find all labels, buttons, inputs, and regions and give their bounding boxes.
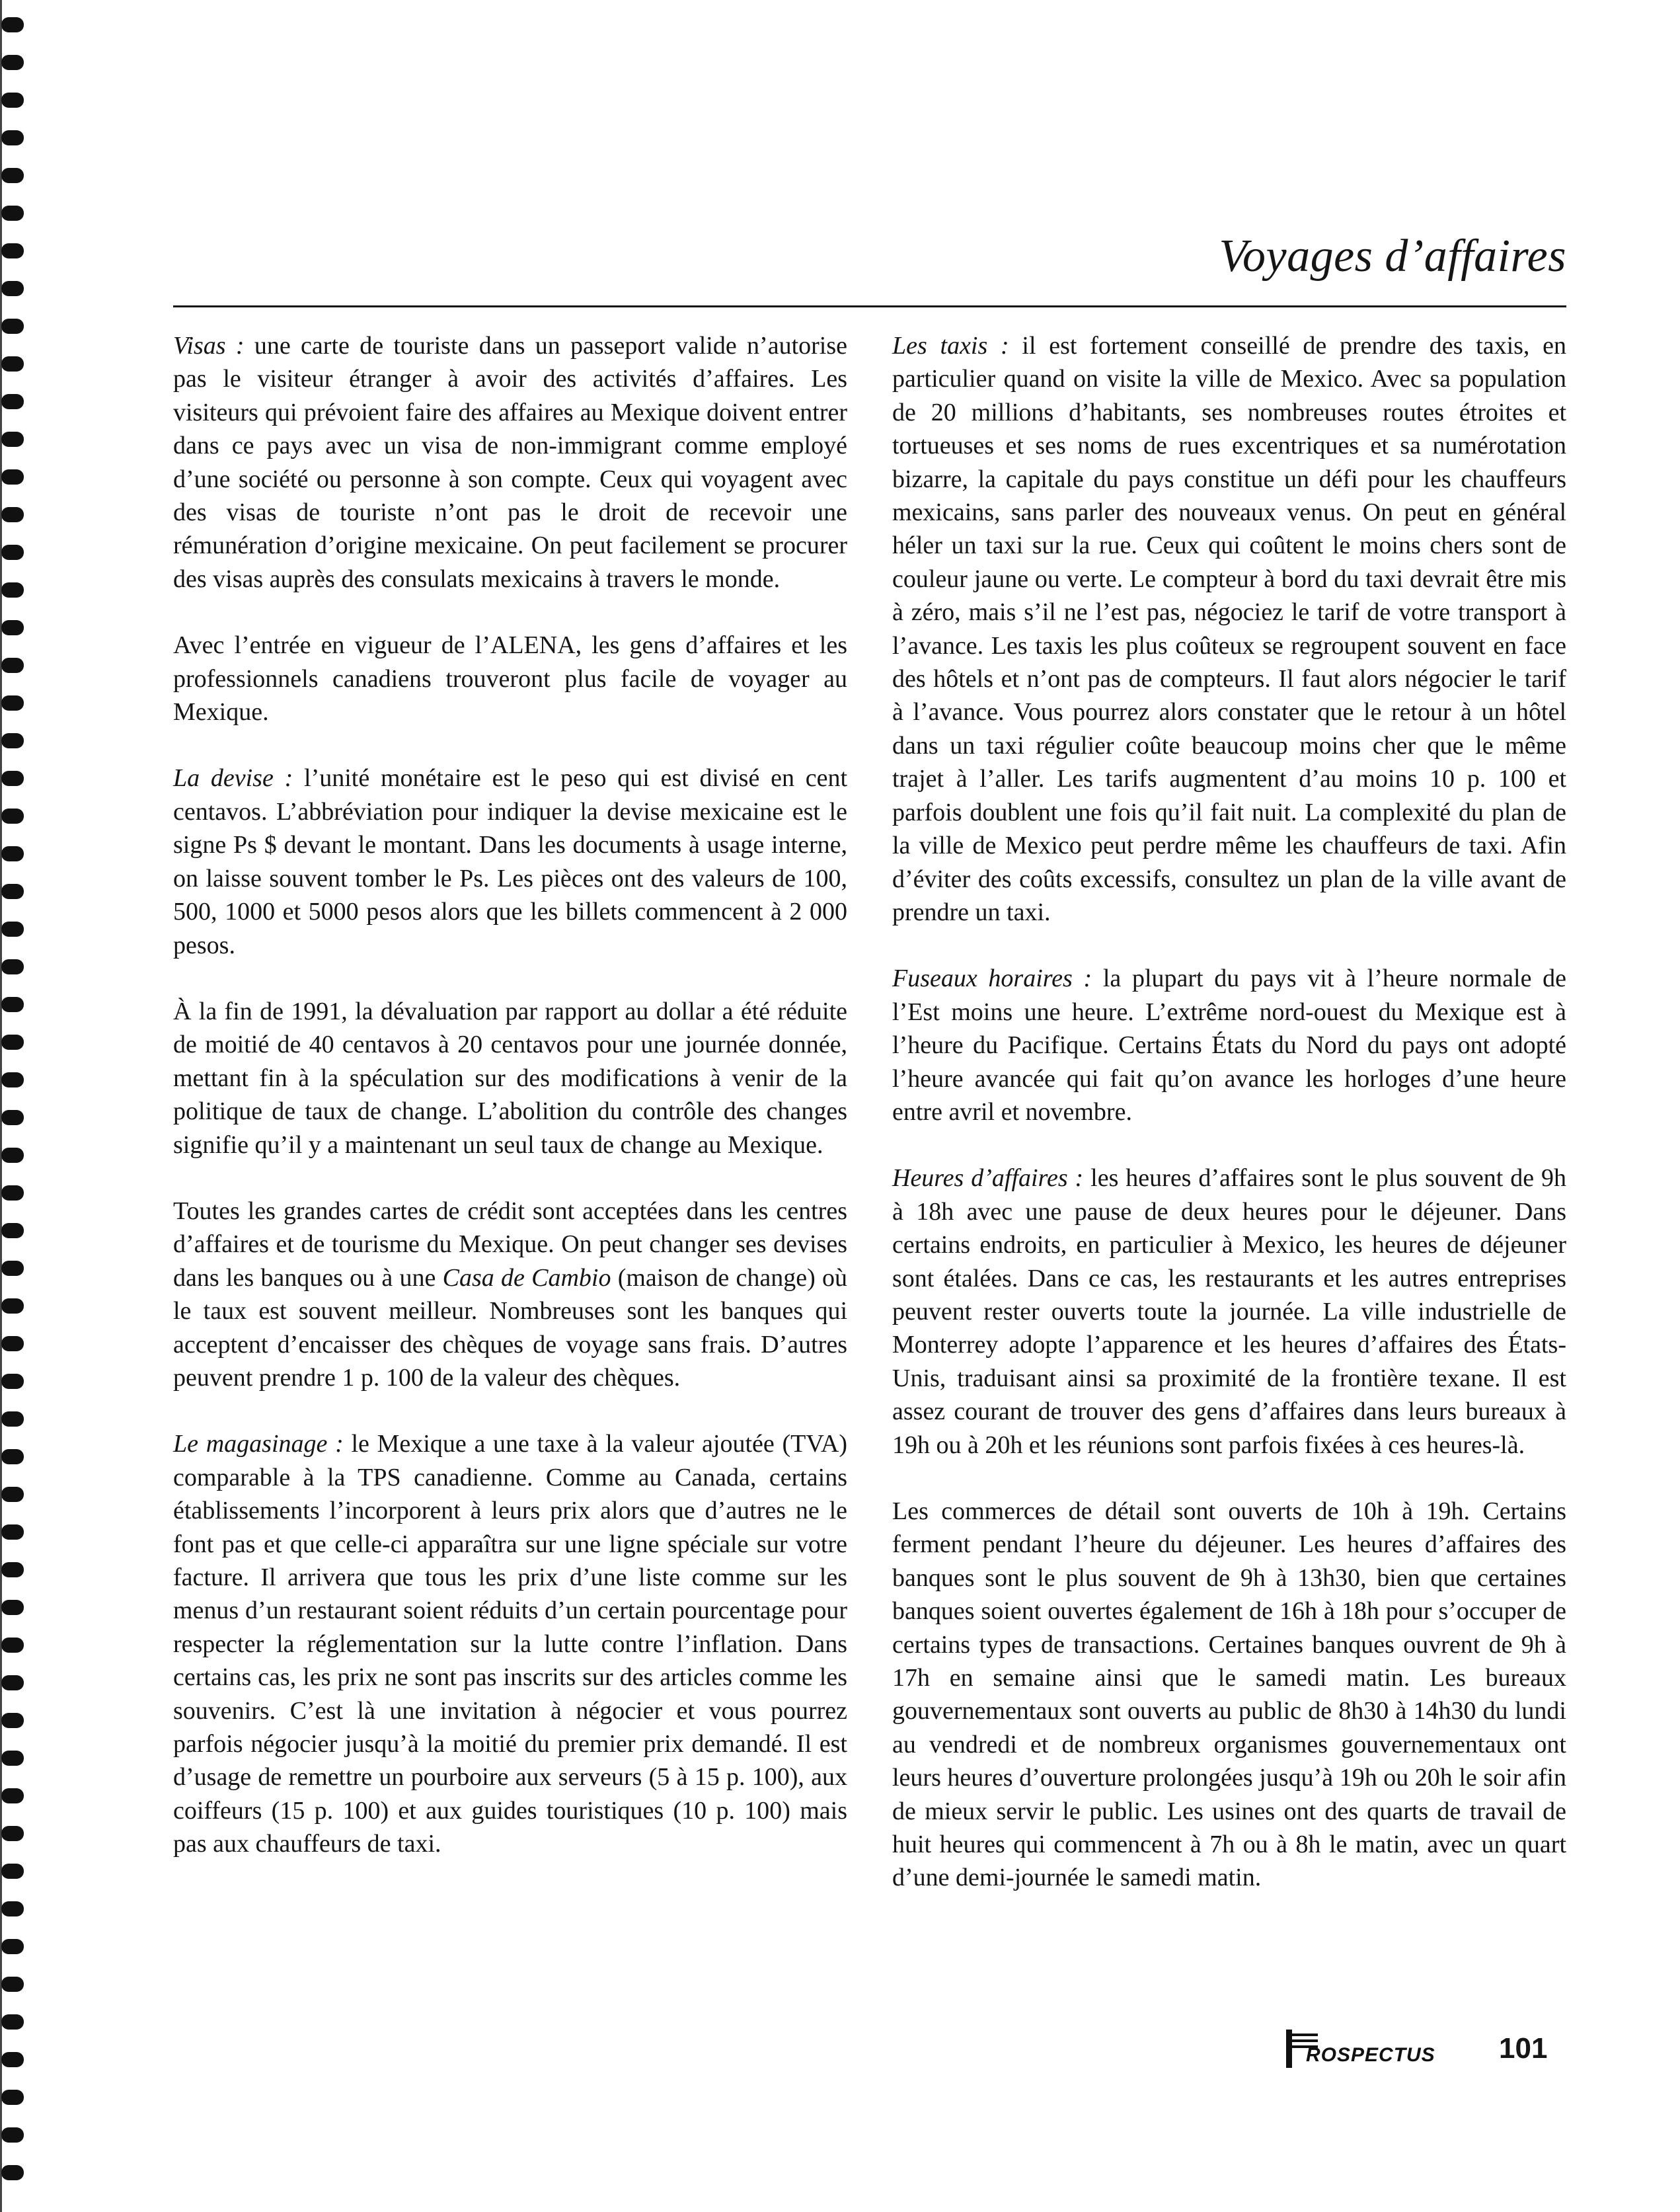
paragraph-magasinage (173, 1427, 847, 1860)
paragraph-devaluation (173, 995, 847, 1162)
binder-hole (1, 1374, 24, 1389)
binder-hole (1, 2165, 24, 2180)
binder-hole (1, 55, 24, 70)
binder-hole (1, 356, 24, 372)
binder-hole (1, 394, 24, 409)
text-casa-de-cambio: Casa de Cambio (442, 1263, 611, 1292)
paragraph-taxis (892, 329, 1566, 929)
binder-hole (1, 1788, 24, 1803)
text-alena: Avec l’entrée en vigueur de l’ALENA, les gens d’affaires et les professionnels canadiens trouveront plus facile de voyager au Mexique. (173, 631, 847, 727)
binder-hole (1, 1939, 24, 1954)
label-heures: Heures d’affaires : (892, 1164, 1084, 1193)
text-cartes-credit-a: Toutes les grandes cartes de crédit sont acceptées dans les centres d’affaires et de tourisme du Mexique. On peut changer ses devises dans les banques ou à une (173, 1197, 847, 1292)
text-devaluation: À la fin de 1991, la dévaluation par rapport au dollar a été réduite de moitié de 40 centavos à 20 centavos pour une journée donnée, mettant fin à la spéculation sur des modifications à venir de la politique de taux de change. L’abolition du contrôle des changes signifie qu’il y a maintenant un seul taux de change au Mexique. (173, 997, 847, 1159)
binder-hole (1, 2014, 24, 2030)
binder-hole (1, 1223, 24, 1238)
binder-hole (1, 658, 24, 673)
binder-hole (1, 1449, 24, 1464)
binder-hole (1, 2127, 24, 2143)
text-devise: l’unité monétaire est le peso qui est divisé en cent centavos. L’abbréviation pour indiquer la devise mexicaine est le signe Ps $ devant le montant. Dans les documents à usage interne, on laisse souvent tomber le Ps. Les pièces ont des valeurs de 100, 500, 1000 et 5000 pesos alors que les billets commencent à 2 000 pesos. (173, 764, 848, 959)
binder-hole (1, 1977, 24, 1992)
binder-hole (1, 206, 24, 221)
label-visas: Visas : (173, 332, 245, 360)
binder-hole (1, 809, 24, 824)
binder-hole (1, 1298, 24, 1314)
binder-hole (1, 1562, 24, 1577)
prospectus-logo (1286, 2030, 1435, 2069)
binder-hole (1, 922, 24, 937)
binder-hole (1, 1826, 24, 1841)
paragraph-devise (173, 762, 847, 961)
paragraph-commerces (892, 1495, 1566, 1895)
label-taxis: Les taxis : (892, 332, 1009, 360)
title-rule (173, 305, 1566, 307)
left-column (173, 329, 847, 1894)
text-taxis: il est fortement conseillé de prendre des taxis, en particulier quand on visite la ville de Mexico. Avec sa population de 20 millions d’habitants, ses nombreuses routes étroites et tortueuses et ses noms de rues excentriques et sa numérotation bizarre, la capitale du pays constitue un défi pour les chauffeurs mexicains, sans parler des nouveaux venus. On peut en général héler un taxi sur la rue. Ceux qui coûtent le moins chers sont de couleur jaune ou verte. Le compteur à bord du taxi devrait être mis à zéro, mais s’il ne l’est pas, négociez le tarif de votre transport à l’avance. Les taxis les plus coûteux se regroupent souvent en face des hôtels et n’ont pas de compteurs. Il faut alors négocier le tarif à l’avance. Vous pourrez alors constater que le retour à un hôtel dans un taxi régulier coûte beaucoup moins cher que le même trajet à l’aller. Les tarifs augmentent d’au moins 10 p. 100 et parfois doublent une fois qu’il fait nuit. La complexité du plan de la ville de Mexico peut perdre même les chauffeurs de taxi. Afin d’éviter des coûts excessifs, consultez un plan de la ville avant de prendre un taxi. (892, 332, 1566, 926)
page-title: Voyages d’affaires (1219, 231, 1566, 282)
binder-hole (1, 1110, 24, 1125)
binder-hole (1, 319, 24, 334)
binder-hole (1, 1261, 24, 1276)
binder-hole (1, 1072, 24, 1087)
binder-hole (1, 545, 24, 560)
binder-hole (1, 997, 24, 1012)
binder-hole (1, 582, 24, 598)
binder-hole (1, 507, 24, 522)
binder-hole (1, 469, 24, 485)
binder-hole (1, 432, 24, 447)
binder-hole (1, 93, 24, 108)
text-heures: les heures d’affaires sont le plus souvent de 9h à 18h avec une pause de deux heures pour le déjeuner. Dans certains endroits, en particulier à Mexico, les heures de déjeuner sont étalées. Dans ce cas, les restaurants et les autres entreprises peuvent rester ouverts toute la journée. La ville industrielle de Monterrey adopte l’apparence et les heures d’affaires des États-Unis, traduisant ainsi sa proximité de la frontière texane. Il est assez courant de trouver des gens d’affaires dans leurs bureaux à 19h ou à 20h et les réunions sont parfois fixées à ces heures-là. (892, 1164, 1567, 1459)
binder-hole (1, 959, 24, 974)
paragraph-fuseaux (892, 962, 1566, 1128)
binder-hole (1, 1487, 24, 1502)
binder-hole (1, 1336, 24, 1351)
binder-hole (1, 695, 24, 711)
binder-hole (1, 1638, 24, 1653)
binder-hole (1, 1411, 24, 1427)
logo-text: ROSPECTUS (1306, 2044, 1435, 2066)
binder-hole (1, 1864, 24, 1879)
binder-hole (1, 1901, 24, 1916)
binder-hole (1, 620, 24, 635)
text-cartes-credit-b: (maison de change) où le taux est souvent meilleur. Nombreuses sont les banques qui acceptent d’encaisser des chèques de voyage sans frais. D’autres peuvent prendre 1 p. 100 de la valeur des chèques. (173, 1263, 847, 1392)
binder-hole (1, 243, 24, 258)
binder-hole (1, 17, 24, 32)
binder-hole (1, 1713, 24, 1728)
binder-hole (1, 771, 24, 786)
binder-hole (1, 1600, 24, 1615)
paragraph-heures (892, 1162, 1566, 1462)
binder-hole (1, 2052, 24, 2067)
label-devise: La devise : (173, 764, 293, 793)
label-magasinage: Le magasinage : (173, 1430, 344, 1458)
binder-hole (1, 1751, 24, 1766)
binder-hole (1, 1185, 24, 1201)
binder-hole (1, 884, 24, 899)
binder-hole (1, 1524, 24, 1540)
right-column (892, 329, 1566, 1928)
text-commerces: Les commerces de détail sont ouverts de 10h à 19h. Certains ferment pendant l’heure du déjeuner. Les heures d’affaires des banques sont le plus souvent de 9h à 13h30, bien que certaines banques soient ouvertes également de 16h à 18h pour s’occuper de certains types de transactions. Certaines banques ouvrent de 9h à 17h en semaine ainsi que le samedi matin. Les bureaux gouvernementaux sont ouverts au public de 8h30 à 14h30 du lundi au vendredi et de nombreux organismes gouvernementaux ont leurs heures d’ouverture prolongées jusqu’à 19h ou 20h le soir afin de mieux servir le public. Les usines ont des quarts de travail de huit heures qui commencent à 7h ou à 8h le matin, avec un quart d’une demi-journée le samedi matin. (892, 1497, 1566, 1892)
paragraph-visas (173, 329, 847, 596)
binder-hole (1, 168, 24, 183)
binder-hole (1, 733, 24, 748)
binder-hole (1, 846, 24, 861)
paragraph-alena (173, 629, 847, 729)
paragraph-cartes-credit (173, 1195, 847, 1394)
binder-holes (0, 0, 26, 2212)
binder-hole (1, 1675, 24, 1690)
binder-hole (1, 130, 24, 145)
label-fuseaux: Fuseaux horaires : (892, 965, 1092, 993)
text-magasinage: le Mexique a une taxe à la valeur ajoutée (TVA) comparable à la TPS canadienne. Comme au Canada, certains établissements l’incorporent à leurs prix alors que d’autres ne le font pas et que celle-ci apparaîtra sur une ligne spéciale sur votre facture. Il arrivera que tous les prix d’une liste comme sur les menus d’un restaurant soient réduits d’un certain pourcentage pour respecter la réglementation sur la lutte contre l’inflation. Dans certains cas, les prix ne sont pas inscrits sur des articles comme les souvenirs. C’est là une invitation à négocier et vous pourrez parfois négocier jusqu’à la moitié du premier prix demandé. Il est d’usage de remettre un pourboire aux serveurs (5 à 15 p. 100), aux coiffeurs (15 p. 100) et aux guides touristiques (10 p. 100) mais pas aux chauffeurs de taxi. (173, 1430, 848, 1858)
binder-hole (1, 281, 24, 296)
page-number: 101 (1499, 2032, 1548, 2065)
binder-hole (1, 1035, 24, 1050)
text-visas: une carte de touriste dans un passeport valide n’autorise pas le visiteur étranger à avoir des activités d’affaires. Les visiteurs qui prévoient faire des affaires au Mexique doivent entrer dans ce pays avec un visa de non-immigrant comme employé d’une société ou personne à son compte. Ceux qui voyagent avec des visas de touriste n’ont pas le droit de recevoir une rémunération d’origine mexicaine. On peut facilement se procurer des visas auprès des consulats mexicains à travers le monde. (173, 332, 848, 593)
text-fuseaux: la plupart du pays vit à l’heure normale de l’Est moins une heure. L’extrême nord-ouest du Mexique est à l’heure du Pacifique. Certains États du Nord du pays ont adopté l’heure avancée qui fait qu’on avance les horloges d’une heure entre avril et novembre. (892, 965, 1566, 1126)
binder-hole (1, 1148, 24, 1163)
binder-hole (1, 2090, 24, 2105)
